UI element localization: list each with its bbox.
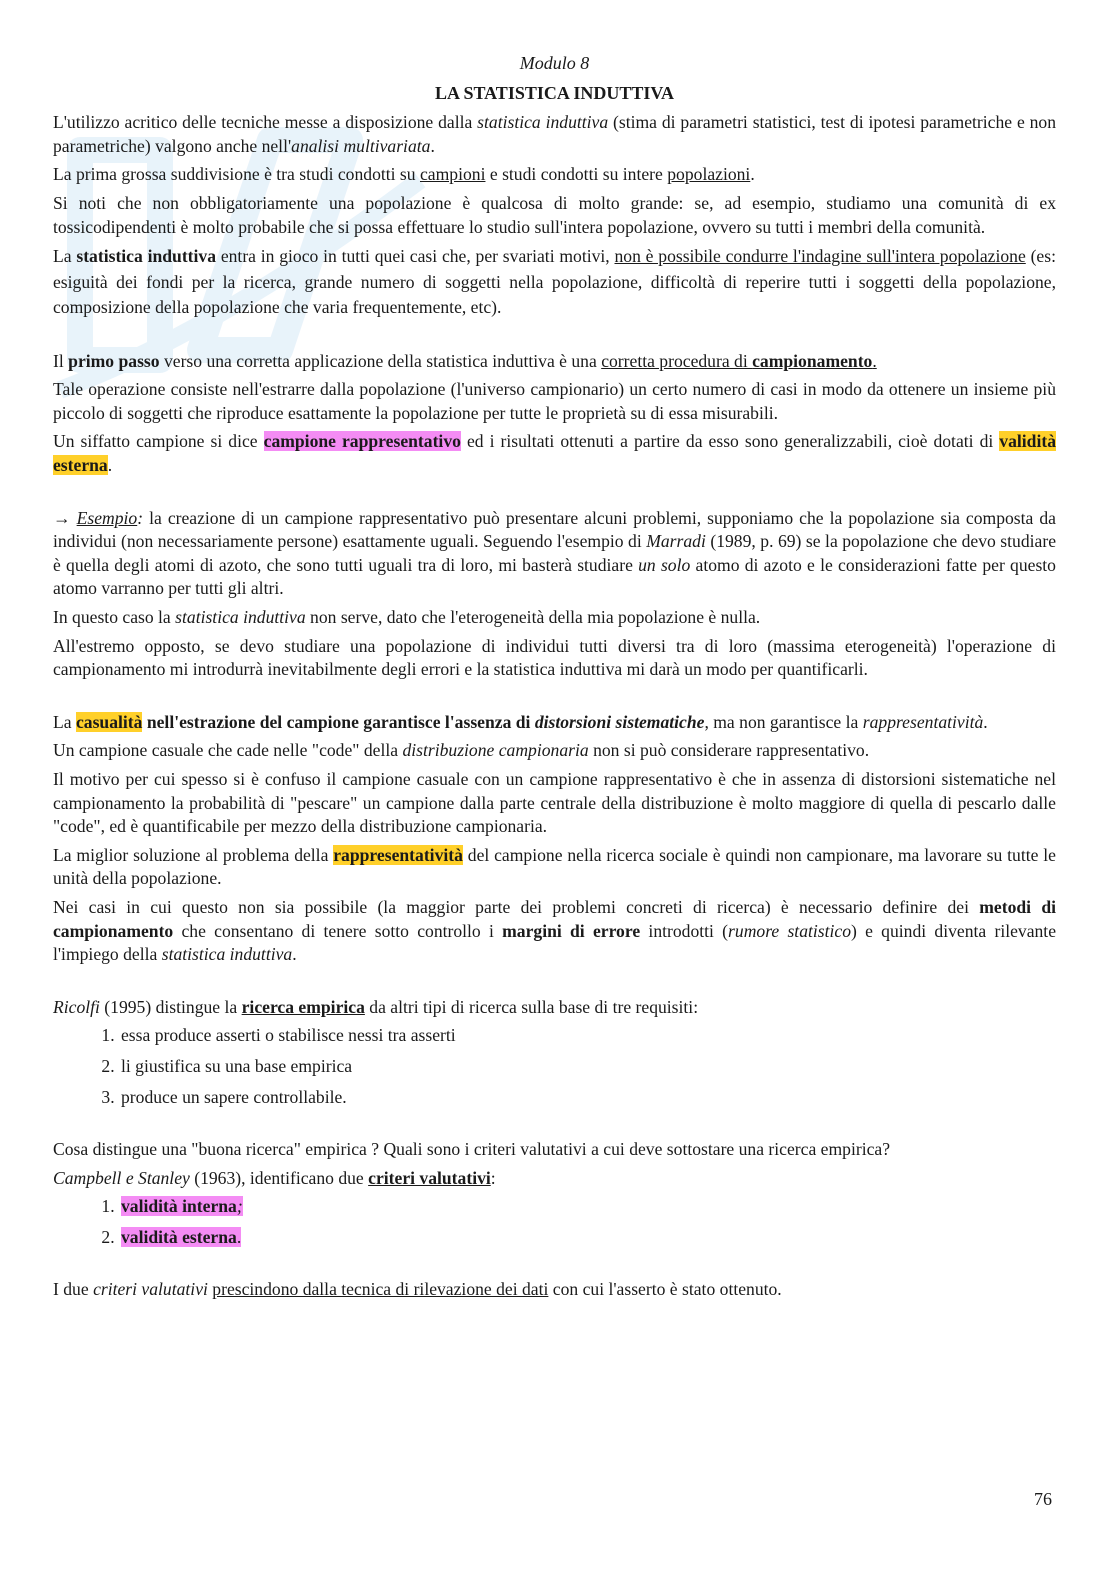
paragraph-19 [53,1278,1056,1302]
list-item [119,1195,1056,1219]
text: La miglior soluzione al problema della [53,844,334,865]
criteria-list [53,1195,1056,1249]
text: . [750,164,755,185]
text: introdotti ( [640,920,729,941]
text: corretta procedura di [601,350,753,371]
text: Un campione casuale che cade nelle "code" della [53,740,403,761]
text: ) e quindi diventa rilevante l'impiego della [53,920,1056,965]
term: validità esterna [121,1226,237,1247]
text: : [137,507,144,528]
text: (1989, p. 69) se la popolazione che devo studiare è quella degli atomi di azoto, che sono tutti uguali tra di loro, mi basterà studiare [53,531,1057,575]
underlined-phrase [601,351,877,371]
paragraph-17: Cosa distingue una "buona ricerca" empirica ? Quali sono i criteri valutativi a cui deve sottostare una ricerca empirica? [53,1139,891,1160]
term: validità interna [121,1196,237,1217]
term: statistica induttiva [161,944,293,965]
term: distribuzione campionaria [402,740,589,761]
list-item: 1. essa produce asserti o stabilisce nessi tra asserti [119,1024,1056,1048]
text: L'utilizzo acritico delle tecniche messe a disposizione dalla [53,112,478,133]
paragraph-2 [53,163,1056,187]
text: (stima di parametri statistici, test di ipotesi parametriche e non parametriche) valgono anche nell' [53,112,1057,156]
arrow-icon: → [53,507,77,528]
paragraph-15 [53,896,1056,967]
term: primo passo [68,350,160,371]
paragraph-18 [53,1167,1056,1191]
text: (es: esiguità dei fondi per la ricerca, grande numero di soggetti nella popolazione, difficoltà di reperire tutti i soggetti della popolazione, composizione della popolazione che varia frequentemente, etc). [53,246,1056,318]
paragraph-13: Il motivo per cui spesso si è confuso il campione casuale con un campione rappresentativo è che in assenza di distorsioni sistematiche nel campionamento la probabilità di "pescare" un campione dalla parte centrale della distribuzione è molto maggiore di quella di pescarlo dalle "code", ed è quantificabile per mezzo della distribuzione campionaria. [53,768,1056,837]
text: non si può considerare rappresentativo. [588,740,870,761]
paragraph-11 [53,711,1056,735]
paragraph-7 [53,430,1056,477]
paragraph-16 [53,996,1056,1020]
term: metodi di campionamento [53,896,1056,941]
text: , ma non garantisce la [704,711,863,732]
paragraph-3: Si noti che non obbligatoriamente una popolazione è qualcosa di molto grande: se, ad esempio, studiamo una comunità di ex tossicodipendenti è molto probabile che si possa effettuare lo studio sull'intera popolazione, ovvero su tutti i membri della comunità. [53,192,1056,237]
document-page [53,52,1056,1307]
text: non serve, dato che l'eterogeneità della mia popolazione è nulla. [305,607,761,627]
term: un solo [638,554,691,575]
text: I due [53,1279,94,1300]
spacer [53,1116,1056,1138]
paragraph-5 [53,350,1056,374]
term: campionamento [752,350,873,371]
term: statistica induttiva [477,112,609,133]
text: atomo di azoto e le considerazioni fatte per questo atomo varranno per tutti gli altri. [53,554,1056,599]
paragraph-8 [53,507,1056,601]
paragraph-10: All'estremo opposto, se devo studiare una popolazione di individui tutti diversi tra di loro (massima eterogeneità) l'operazione di campionamento mi introdurrà inevitabilmente degli errori e la statistica induttiva mi darà un modo per quantificarli. [53,635,1056,680]
paragraph-1 [53,111,1056,158]
term: statistica induttiva [175,607,306,627]
term: criteri valutativi [93,1279,208,1300]
spacer [53,326,1056,350]
term: non è possibile condurre l'indagine sull'intera popolazione [614,246,1026,267]
text: (1963), identificano due [189,1167,369,1188]
text: Nei casi in cui questo non sia possibile (la maggior parte dei problemi concreti di ricerca) è necessario definire dei [53,896,980,917]
text: . [236,1226,242,1247]
text: La prima grossa suddivisione è tra studi condotti su [53,164,420,185]
spacer [53,483,1056,507]
module-label: Modulo 8 [519,53,590,73]
text: ed i risultati ottenuti a partire da esso sono generalizzabili, cioè dotati di [460,431,1000,452]
spacer [53,972,1056,996]
page-title: LA STATISTICA INDUTTIVA [434,82,675,103]
requirements-list [53,1024,1056,1109]
paragraph-4 [53,244,1056,321]
text: la creazione di un campione rappresentativo può presentare alcuni problemi, supponiamo che la popolazione sia composta da individui (non necessariamente persone) esattamente uguali. Seguendo l'esempio di [53,507,1056,552]
text: con cui l'asserto è stato ottenuto. [548,1279,782,1300]
text: nell'estrazione del campione garantisce l'assenza di [142,711,535,732]
text: entra in gioco in tutti quei casi che, per svariati motivi, [216,246,615,267]
highlighted-item [121,1227,241,1247]
text: verso una corretta applicazione della statistica induttiva è una [159,350,602,371]
term: analisi multivariata [291,135,431,156]
text: Un siffatto campione si dice [53,431,264,452]
text: . [430,135,435,156]
term: criteri valutativi [368,1167,491,1188]
paragraph-14 [53,844,1056,891]
spacer [53,687,1056,711]
text: La [53,246,77,267]
highlighted-term: casualità [75,711,143,732]
text: . [107,455,113,476]
highlighted-item [121,1196,243,1216]
text: da altri tipi di ricerca sulla base di tre requisiti: [364,996,699,1017]
term: statistica induttiva [76,246,217,267]
highlighted-term: validità esterna [53,431,1056,476]
spacer [53,1256,1056,1278]
term: distorsioni sistematiche [534,711,705,732]
text: In questo caso la [53,607,176,627]
list-item: 2. li giustifica su una base empirica [119,1055,1056,1079]
text: che consentano di tenere sotto controllo i [173,920,503,941]
term: Marradi [646,531,706,552]
text: . [872,350,877,371]
text: . [292,944,297,965]
paragraph-6: Tale operazione consiste nell'estrarre dalla popolazione (l'universo campionario) un certo numero di casi in modo da ottenere un insieme più piccolo di soggetti che riproduce esattamente la popolazione per tutte le proprietà su di essa misurabili. [53,379,1056,423]
term: margini di errore [502,920,641,941]
term: rumore statistico [728,920,851,941]
highlighted-term: campione rappresentativo [263,431,461,452]
page-number: 76 [1034,1489,1052,1509]
author: Campbell e Stanley [53,1167,190,1188]
term: prescindono dalla tecnica di rilevazione dei dati [212,1279,549,1300]
text: : [490,1167,496,1188]
text: del campione nella ricerca sociale è quindi non campionare, ma lavorare su tutte le unità della popolazione. [53,844,1056,889]
term: rappresentatività [862,711,984,732]
text: e studi condotti su intere [485,164,668,185]
author: Ricolfi [53,996,100,1017]
term: campioni [419,164,486,185]
highlighted-term: rappresentatività [333,844,463,865]
list-item [119,1226,1056,1250]
text: . [983,711,988,732]
term: Esempio [76,507,138,528]
term: ricerca empirica [241,996,365,1017]
text: Il [53,350,69,371]
paragraph-9 [53,606,1056,630]
term: popolazioni [667,164,751,185]
text: La [53,711,76,732]
list-item: 3. produce un sapere controllabile. [119,1086,1056,1110]
text: (1995) distingue la [99,996,242,1017]
paragraph-12 [53,739,1056,763]
text: ; [236,1196,243,1217]
